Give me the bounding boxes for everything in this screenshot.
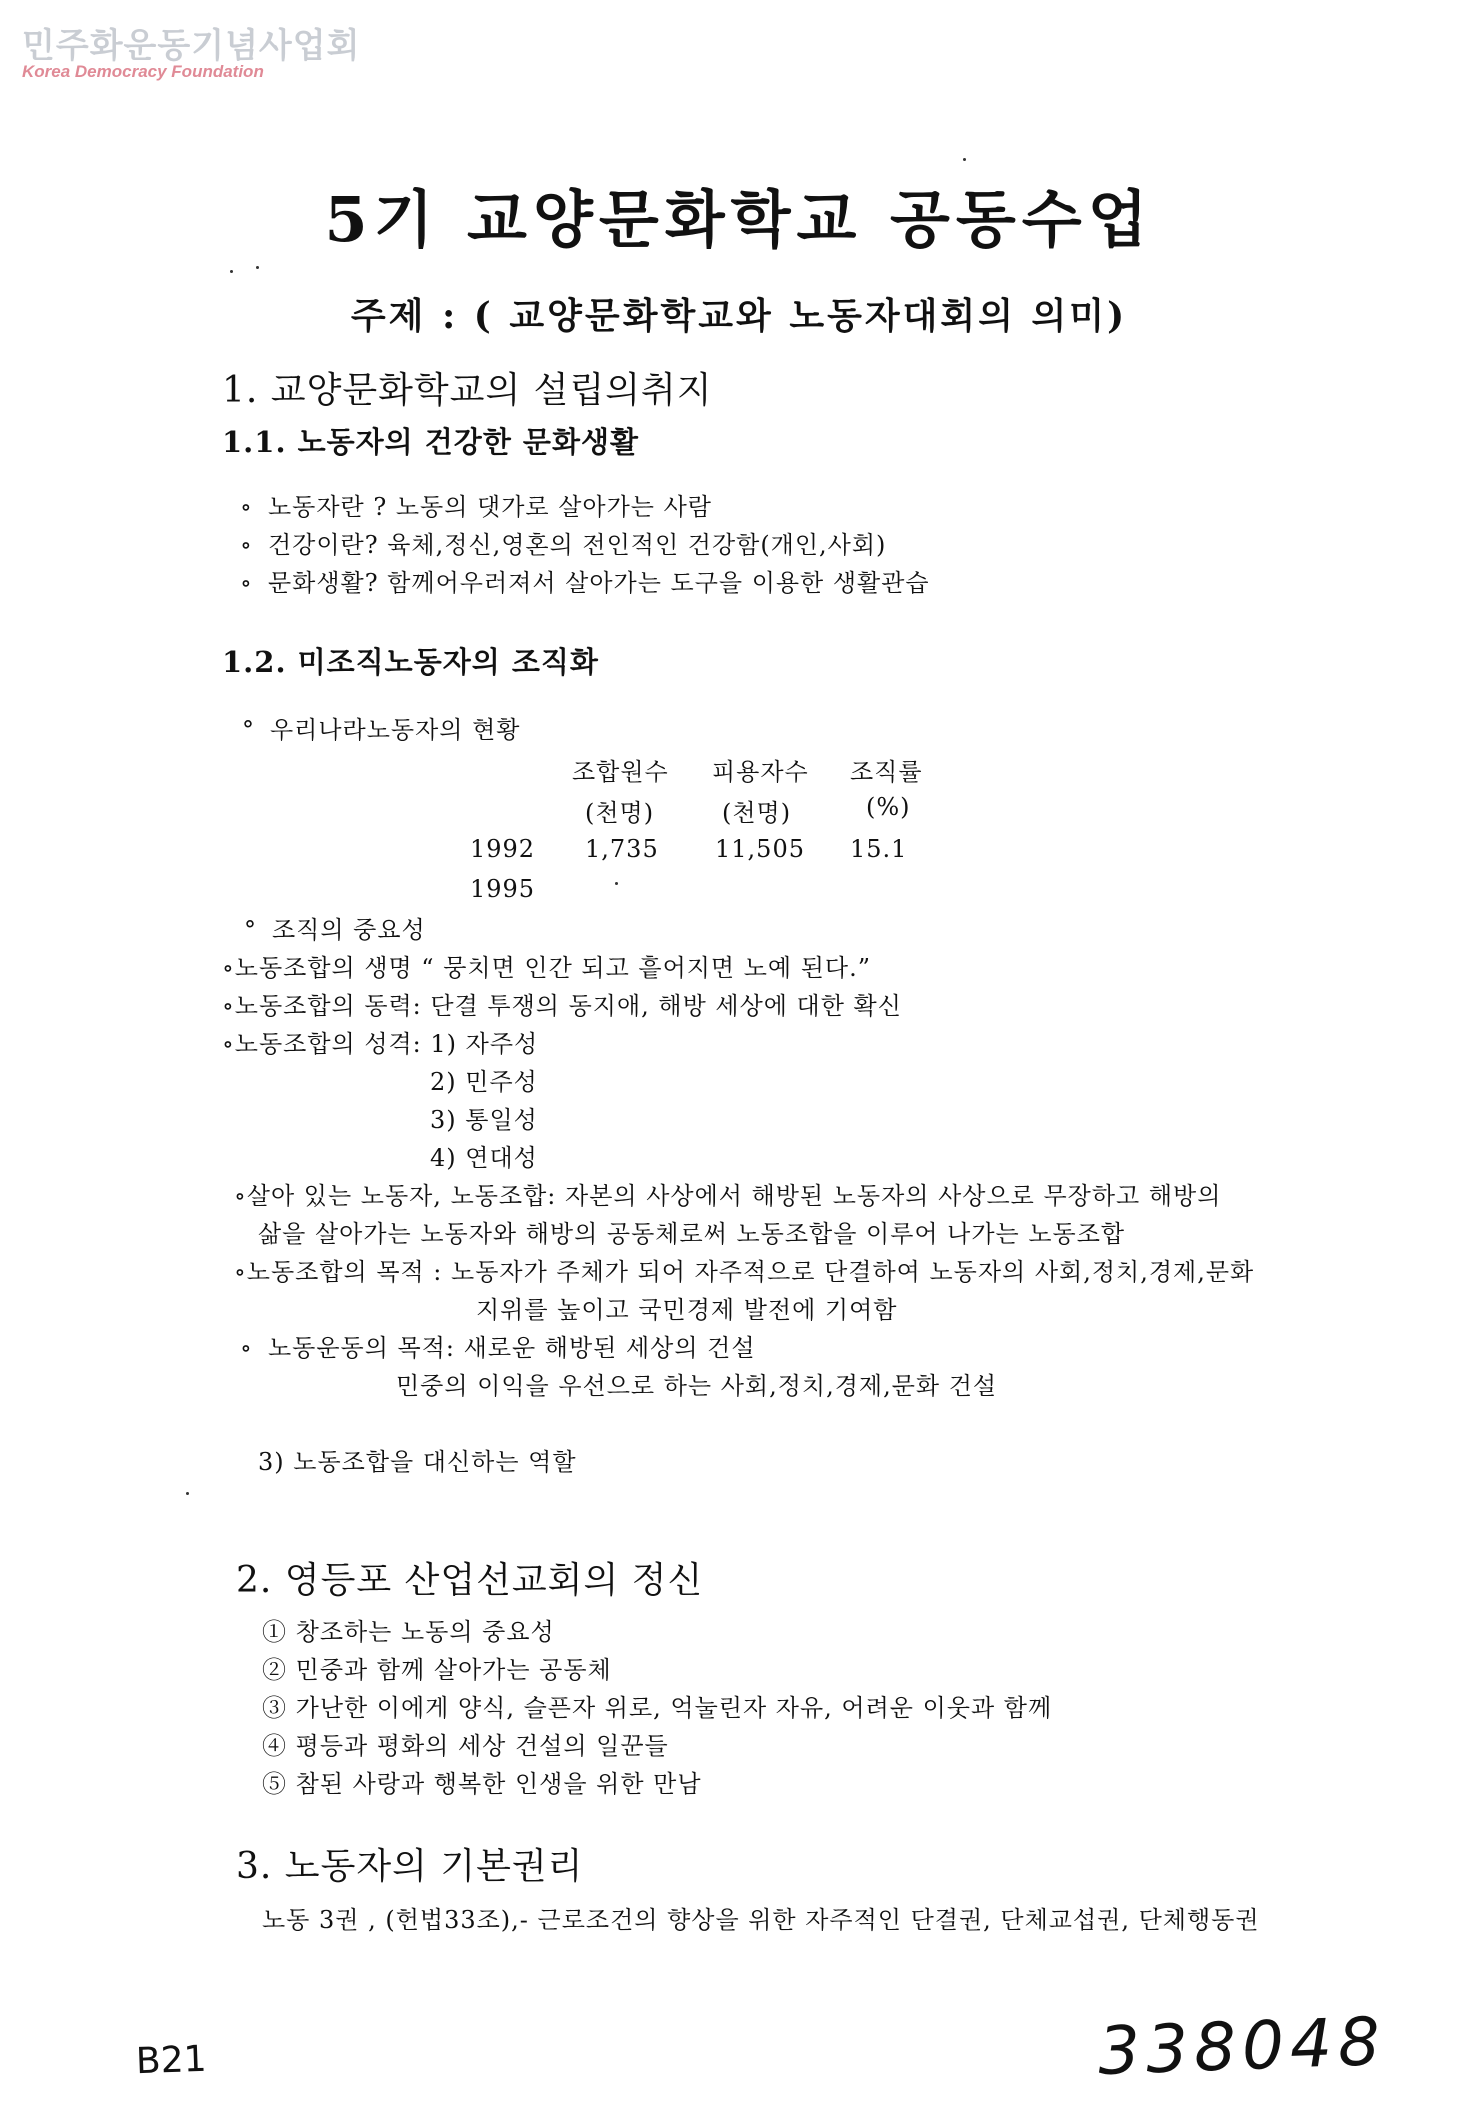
bullet-icon: ∘ (240, 493, 253, 521)
section3-heading: 3. 노동자의 기본권리 (236, 1846, 584, 1887)
table-header-employees: 피용자수 (712, 758, 809, 786)
list-item: ④ 평등과 평화의 세상 건설의 일꾼들 (262, 1732, 669, 1760)
bullet-icon: ° (242, 716, 255, 744)
bullet-icon: ∘ (222, 954, 235, 982)
watermark-korean: 민주화운동기념사업회 (22, 26, 361, 66)
table-row-year: 1995 (470, 875, 536, 903)
living-union-line2: 삶을 살아가는 노동자와 해방의 공동체로써 노동조합을 이루어 나가는 노동조합 (258, 1220, 1126, 1248)
section1-2-heading: 1.2. 미조직노동자의 조직화 (222, 645, 599, 679)
scan-speck (963, 158, 966, 161)
scan-speck (230, 270, 233, 273)
union-nature-item: 4) 연대성 (430, 1144, 538, 1172)
document-title: 5기 교양문화학교 공동수업 (324, 183, 1154, 256)
scan-speck (615, 882, 618, 885)
list-item: ③ 가난한 이에게 양식, 슬픈자 위로, 억눌린자 자유, 어려운 이웃과 함께 (262, 1694, 1053, 1722)
table-header-rate: 조직률 (850, 758, 923, 786)
table-row-year: 1992 (470, 835, 536, 863)
watermark-english: Korea Democracy Foundation (22, 62, 264, 81)
section1-heading: 1. 교양문화학교의 설립의취지 (222, 370, 713, 411)
union-purpose-line2: 지위를 높이고 국민경제 발전에 기여함 (476, 1296, 898, 1324)
bullet-icon: ∘ (240, 531, 253, 559)
scan-speck (256, 266, 259, 269)
table-unit-rate: (%) (866, 793, 911, 821)
union-purpose-line1: ∘노동조합의 목적 : 노동자가 주체가 되어 자주적으로 단결하여 노동자의 사회,정치,경제,문화 (234, 1258, 1255, 1286)
table-unit-members: (천명) (585, 799, 655, 827)
living-union-line1: ∘살아 있는 노동자, 노동조합: 자본의 사상에서 해방된 노동자의 사상으로 무장하고 해방의 (234, 1182, 1222, 1210)
list-item: ∘ 노동자란 ? 노동의 댓가로 살아가는 사람 (240, 493, 712, 521)
bullet-icon: ° (244, 916, 257, 944)
bullet-icon: ∘ (222, 1030, 235, 1058)
scan-speck (186, 1492, 189, 1495)
handwritten-page-mark: B21 (135, 2038, 208, 2083)
bullet-icon: ∘ (234, 1182, 247, 1210)
union-role: 3) 노동조합을 대신하는 역할 (258, 1448, 577, 1476)
handwritten-document-number: 338048 (1096, 2002, 1388, 2091)
union-nature-item: 3) 통일성 (430, 1106, 538, 1134)
union-power: ∘노동조합의 동력: 단결 투쟁의 동지애, 해방 세상에 대한 확신 (222, 992, 902, 1020)
list-item: ② 민중과 함께 살아가는 공동체 (262, 1656, 612, 1684)
movement-purpose-line1: ∘ 노동운동의 목적: 새로운 해방된 세상의 건설 (240, 1334, 756, 1362)
table-cell-members: 1,735 (585, 835, 659, 863)
bullet-icon: ∘ (234, 1258, 247, 1286)
table-unit-employees: (천명) (722, 799, 792, 827)
union-nature-item: 2) 민주성 (430, 1068, 538, 1096)
table-cell-employees: 11,505 (715, 835, 805, 863)
list-item: ① 창조하는 노동의 중요성 (262, 1618, 555, 1646)
document-subtitle: 주제 : ( 교양문화학교와 노동자대회의 의미) (350, 295, 1128, 337)
list-item: ∘ 건강이란? 육체,정신,영혼의 전인적인 건강함(개인,사회) (240, 531, 887, 559)
section3-text: 노동 3권 , (헌법33조),- 근로조건의 향상을 위한 자주적인 단결권, 단체교섭권, 단체행동권 (262, 1906, 1260, 1934)
table-cell-rate: 15.1 (850, 835, 908, 863)
bullet-icon: ∘ (240, 1334, 253, 1362)
list-item: ∘ 문화생활? 함께어우러져서 살아가는 도구을 이용한 생활관습 (240, 569, 930, 597)
movement-purpose-line2: 민중의 이익을 우선으로 하는 사회,정치,경제,문화 건설 (396, 1372, 998, 1400)
table-header-members: 조합원수 (572, 758, 669, 786)
union-nature: ∘노동조합의 성격: 1) 자주성 (222, 1030, 539, 1058)
bullet-icon: ∘ (240, 569, 253, 597)
list-item: ⑤ 참된 사랑과 행복한 인생을 위한 만남 (262, 1770, 702, 1798)
bullet-icon: ∘ (222, 992, 235, 1020)
section1-1-heading: 1.1. 노동자의 건강한 문화생활 (222, 425, 639, 459)
section2-heading: 2. 영등포 산업선교회의 정신 (236, 1560, 704, 1601)
status-label: ° 우리나라노동자의 현황 (242, 716, 521, 744)
union-life: ∘노동조합의 생명 “ 뭉치면 인간 되고 흩어지면 노예 된다.” (222, 954, 872, 982)
importance-label: ° 조직의 중요성 (244, 916, 426, 944)
